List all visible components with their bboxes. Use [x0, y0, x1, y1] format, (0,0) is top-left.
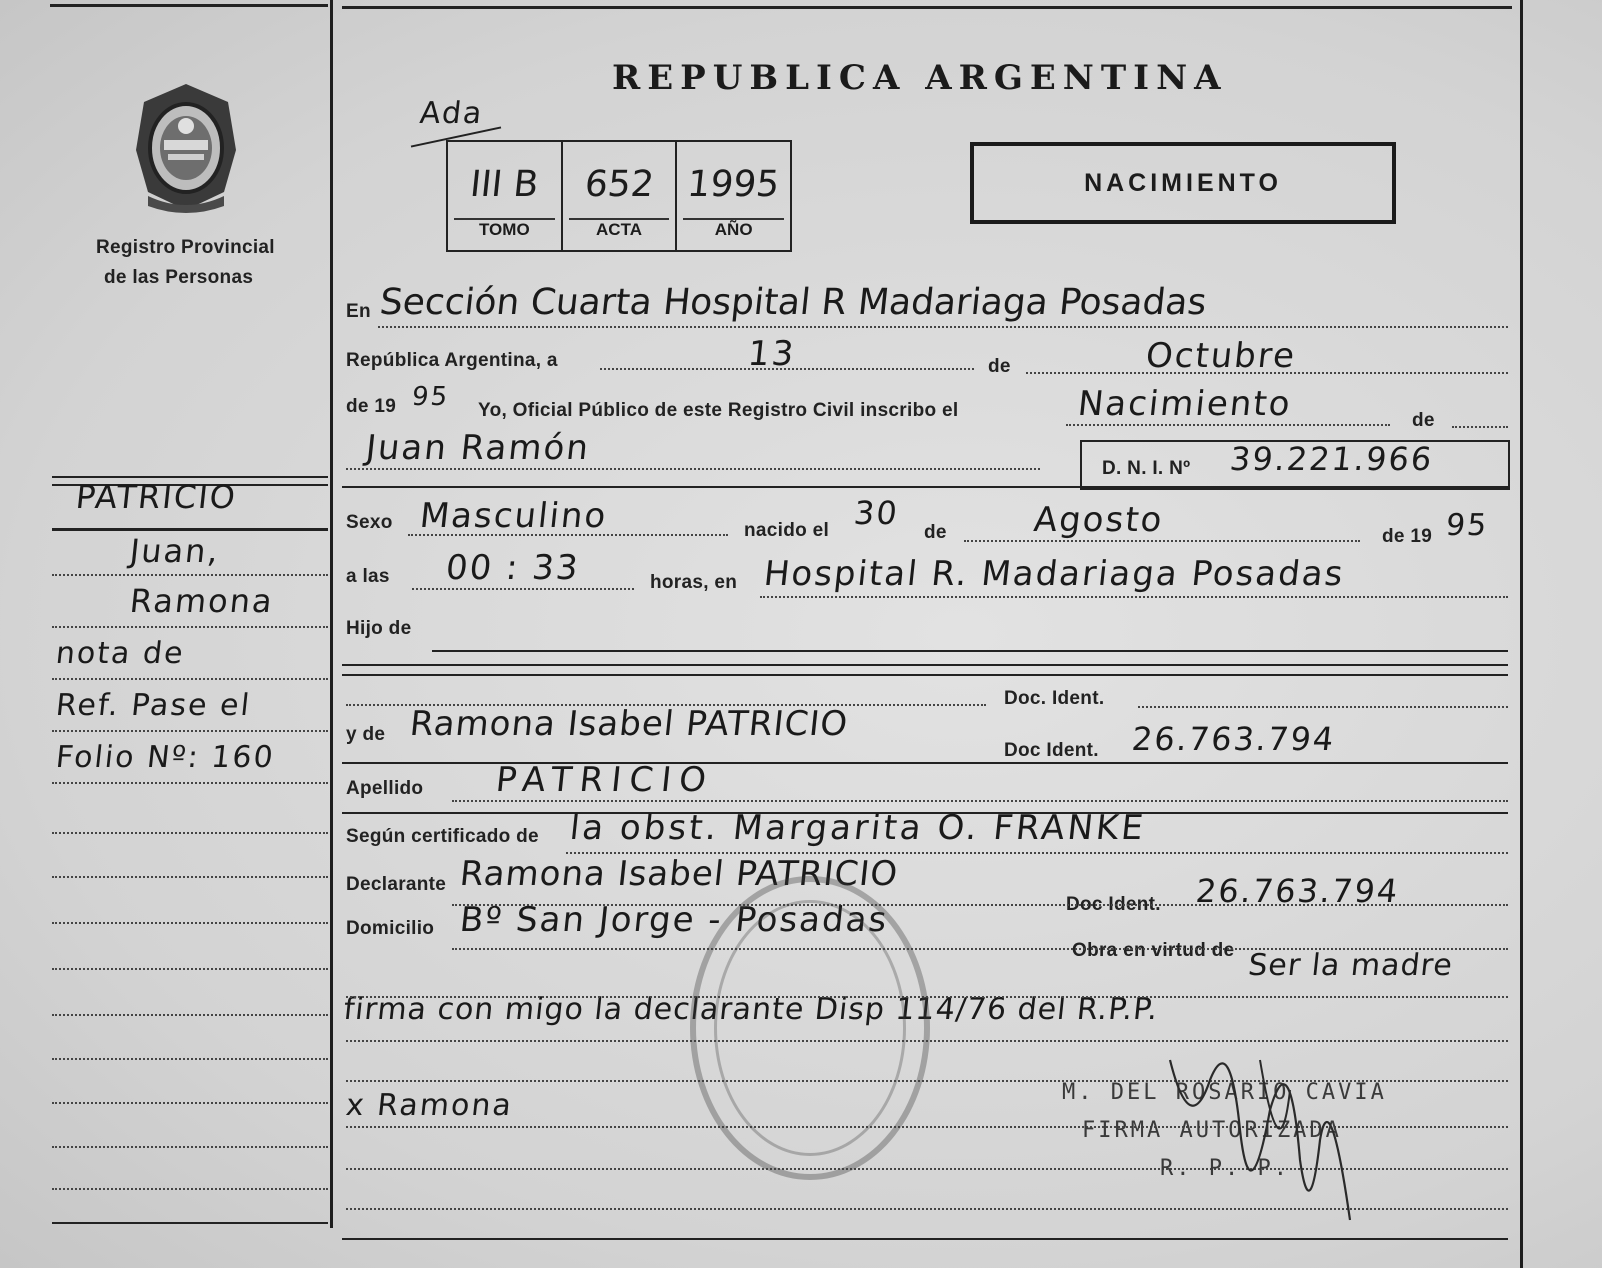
mother-value: Ramona Isabel PATRICIO	[407, 704, 851, 744]
ano-label: AÑO	[714, 220, 753, 239]
margin-dots-12	[52, 1102, 328, 1104]
official-office: R. P. P.	[1160, 1156, 1290, 1181]
certificado-value: la obst. Margarita O. FRANKE	[567, 808, 1148, 848]
margin-surname: PATRICIO	[74, 478, 239, 516]
apellido-value: PATRICIO	[493, 760, 717, 800]
official-name: M. DEL ROSARIO CAVIA	[1062, 1080, 1387, 1105]
declarante-doc-value: 26.763.794	[1194, 872, 1402, 910]
margin-dots-5	[52, 782, 328, 784]
alas-label: a las	[346, 566, 390, 587]
de19-label: de 19	[346, 396, 397, 417]
de-label-2: de	[1412, 410, 1435, 431]
margin-dots-1	[52, 574, 328, 576]
en-dotted-line	[378, 326, 1508, 328]
dni-label: D. N. I. Nº	[1102, 458, 1191, 479]
father-line-1	[432, 650, 1508, 652]
horas-label: horas, en	[650, 572, 738, 593]
margin-rule-bottom	[52, 1222, 328, 1224]
name-value: Juan Ramón	[363, 428, 593, 468]
de-label: de	[988, 356, 1011, 377]
official-title: FIRMA AUTORIZADA	[1082, 1118, 1342, 1143]
event-trailing-dots	[1452, 426, 1508, 428]
margin-rule-surname	[52, 528, 328, 531]
yde-label: y de	[346, 724, 386, 745]
margin-dots-10	[52, 1014, 328, 1016]
declarante-value: Ramona Isabel PATRICIO	[457, 854, 901, 894]
place-value: Hospital R. Madariaga Posadas	[761, 554, 1347, 594]
top-border	[342, 6, 1512, 9]
mother-doc-label: Doc Ident.	[1004, 740, 1099, 761]
tomo-label: TOMO	[478, 220, 530, 239]
acta-label: ACTA	[596, 220, 642, 239]
sexo-dotted-line	[408, 534, 728, 536]
acta-value: 652	[582, 164, 656, 205]
year-value: 95	[410, 382, 451, 412]
declarante-doc-label: Doc Ident.	[1066, 894, 1161, 915]
margin-dots-9	[52, 968, 328, 970]
father-doc-value-dots	[1138, 706, 1508, 708]
doc-ident-label: Doc. Ident.	[1004, 688, 1105, 709]
tomo-cell	[448, 142, 563, 250]
place-dotted-line	[760, 596, 1508, 598]
margin-dots-13	[52, 1146, 328, 1148]
registry-name-line1: Registro Provincial	[96, 237, 275, 258]
day-value: 13	[745, 334, 798, 374]
oficial-text: Yo, Oficial Público de este Registro Civil inscribo el	[478, 400, 959, 421]
hijo-label: Hijo de	[346, 618, 412, 639]
handwritten-annotation: Ada	[418, 96, 486, 131]
official-signature-icon	[1150, 1020, 1370, 1240]
registration-table	[446, 140, 792, 252]
right-page-border	[1520, 0, 1523, 1268]
margin-dots-4	[52, 730, 328, 732]
record-type-box: NACIMIENTO	[970, 142, 1396, 224]
tomo-value: III B	[468, 164, 541, 205]
left-panel-border	[330, 0, 333, 1228]
event-dotted-line	[1066, 424, 1390, 426]
apellido-dotted-line	[452, 800, 1508, 802]
margin-dots-14	[52, 1188, 328, 1190]
margin-given-name: Juan,	[128, 532, 222, 570]
declarante-label: Declarante	[346, 874, 447, 895]
birth-day: 30	[852, 494, 901, 532]
father-line-3	[342, 674, 1508, 676]
margin-note-line-1: nota de	[54, 636, 187, 671]
left-top-border	[50, 4, 328, 7]
official-round-stamp	[690, 876, 930, 1180]
obra-value: Ser la madre firma con migo la declarante Disp 114/76 del R.P.P.	[341, 948, 1455, 1027]
certificado-label: Según certificado de	[346, 826, 539, 847]
obra-label: Obra en virtud de	[1072, 940, 1235, 961]
provincial-seal-icon	[128, 80, 244, 214]
section-rule-2	[342, 486, 1508, 488]
ano-value: 1995	[685, 164, 782, 205]
apellido-label: Apellido	[346, 778, 424, 799]
margin-dots-2	[52, 626, 328, 628]
nacido-label: nacido el	[744, 520, 830, 541]
mother-doc-value: 26.763.794	[1130, 720, 1338, 758]
margin-note-line-2: Ref. Pase el	[54, 688, 253, 723]
name-dotted-line	[346, 468, 1040, 470]
sexo-label: Sexo	[346, 512, 393, 533]
birth-month-dotted-line	[964, 540, 1360, 542]
domicilio-label: Domicilio	[346, 918, 435, 939]
de19-label-2: de 19	[1382, 526, 1433, 547]
official-round-stamp-inner	[714, 900, 906, 1156]
de-label-3: de	[924, 522, 947, 543]
margin-dots-11	[52, 1058, 328, 1060]
en-value: Sección Cuarta Hospital R Madariaga Posadas	[377, 282, 1209, 323]
margin-dots-7	[52, 876, 328, 878]
margin-dots-3	[52, 678, 328, 680]
republica-label: República Argentina, a	[346, 350, 558, 371]
domicilio-value: Bº San Jorge - Posadas	[457, 900, 891, 940]
sexo-value: Masculino	[417, 496, 610, 536]
father-line-2	[342, 664, 1508, 666]
registry-name-line2: de las Personas	[104, 267, 254, 288]
birth-month: Agosto	[1031, 500, 1166, 540]
dni-value: 39.221.966	[1228, 440, 1436, 478]
margin-dots-6	[52, 832, 328, 834]
birth-year: 95	[1444, 508, 1491, 543]
event-value: Nacimiento	[1075, 384, 1294, 424]
time-dotted-line	[412, 588, 634, 590]
margin-given-name-2: Ramona	[128, 582, 276, 620]
en-label: En	[346, 301, 371, 322]
declarante-signature: x Ramona	[344, 1088, 515, 1123]
page-title: REPUBLICA ARGENTINA	[612, 58, 1228, 98]
month-value: Octubre	[1143, 336, 1299, 376]
margin-note-line-3: Folio Nº: 160	[54, 740, 277, 775]
ano-cell	[677, 142, 790, 250]
acta-cell	[563, 142, 678, 250]
margin-dots-8	[52, 922, 328, 924]
time-value: 00 : 33	[443, 548, 582, 588]
